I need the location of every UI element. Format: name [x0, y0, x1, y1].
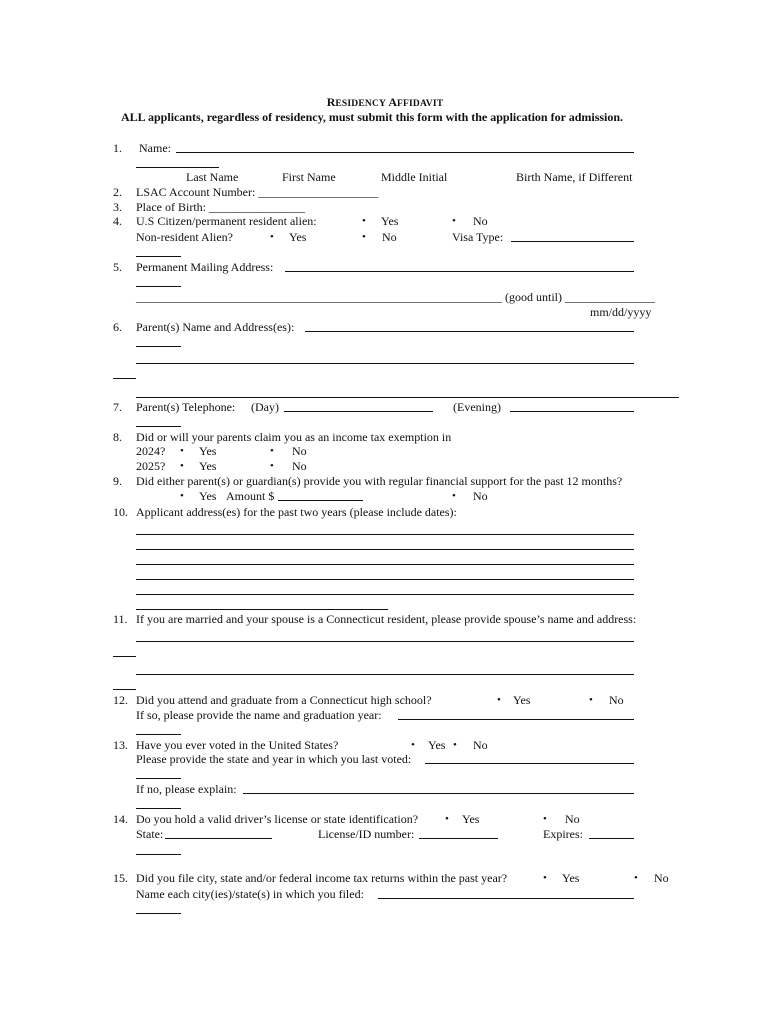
q9-label: Did either parent(s) or guardian(s) provide you with regular financial support for the past 12 months?	[136, 474, 623, 488]
title-initial-r: R	[326, 95, 336, 109]
exemption-2025-no-label: No	[292, 459, 307, 473]
q8-label: Did or will your parents claim you as an income tax exemption in	[136, 430, 452, 444]
tax-cities-field[interactable]	[378, 898, 634, 899]
q6-label: Parent(s) Name and Address(es):	[136, 320, 295, 334]
place-of-birth-field[interactable]: Place of Birth: ________________	[136, 200, 305, 214]
evening-label: (Evening)	[453, 400, 501, 414]
exemption-2024-yes-bullet[interactable]: •	[180, 445, 184, 457]
support-yes-label: Yes	[199, 489, 217, 503]
voted-state-year-field-continued[interactable]	[136, 778, 181, 779]
q15-label: Did you file city, state and/or federal income tax returns within the past year?	[136, 871, 508, 885]
license-no-bullet[interactable]: •	[543, 813, 547, 825]
citizen-yes-bullet[interactable]: •	[362, 215, 366, 227]
name-field[interactable]	[176, 152, 634, 153]
expires-label: Expires:	[543, 827, 583, 841]
q12-number: 12.	[113, 693, 128, 707]
q5-number: 5.	[113, 260, 122, 274]
spouse-field-1[interactable]	[136, 641, 634, 642]
tax-return-yes-bullet[interactable]: •	[543, 872, 547, 884]
license-number-label: License/ID number:	[318, 827, 415, 841]
q14-number: 14.	[113, 812, 128, 826]
license-no-label: No	[565, 812, 580, 826]
title-initial-a: A	[388, 95, 397, 109]
license-number-field[interactable]	[419, 838, 498, 839]
parent-address-field-1-continued[interactable]	[136, 346, 181, 347]
q15-number: 15.	[113, 871, 128, 885]
title-part-2: FFIDAVIT	[396, 99, 444, 109]
citizen-no-label: No	[473, 214, 488, 228]
non-resident-yes-bullet[interactable]: •	[270, 231, 274, 243]
vote-explain-field-continued[interactable]	[136, 808, 181, 809]
q14-label: Do you hold a valid driver’s license or state identification?	[136, 812, 419, 826]
q9-number: 9.	[113, 474, 122, 488]
non-resident-yes-label: Yes	[289, 230, 307, 244]
license-yes-bullet[interactable]: •	[445, 813, 449, 825]
caption-birth-name: Birth Name, if Different	[516, 170, 633, 184]
evening-phone-field[interactable]	[510, 411, 634, 412]
visa-type-label: Visa Type:	[452, 230, 504, 244]
address-history-field-2[interactable]	[136, 549, 634, 550]
form-subtitle: ALL applicants, regardless of residency, must submit this form with the application for admission.	[121, 110, 624, 124]
parent-address-field-1[interactable]	[305, 331, 634, 332]
q4-number: 4.	[113, 214, 122, 228]
tax-return-yes-label: Yes	[562, 871, 580, 885]
q1-label: Name:	[139, 141, 171, 155]
q7-number: 7.	[113, 400, 122, 414]
voted-yes-bullet[interactable]: •	[411, 739, 415, 751]
spouse-field-2[interactable]	[136, 674, 634, 675]
parent-address-field-2[interactable]	[136, 363, 634, 364]
address-history-field-5[interactable]	[136, 594, 634, 595]
year-2025-label: 2025?	[136, 459, 166, 473]
q8-number: 8.	[113, 430, 122, 444]
high-school-field-continued[interactable]	[136, 734, 181, 735]
q3-number: 3.	[113, 200, 122, 214]
license-yes-label: Yes	[462, 812, 480, 826]
address-history-field-3[interactable]	[136, 564, 634, 565]
tax-return-no-bullet[interactable]: •	[634, 872, 638, 884]
non-resident-no-label: No	[382, 230, 397, 244]
citizen-yes-label: Yes	[381, 214, 399, 228]
parent-address-field-3[interactable]	[136, 397, 679, 398]
spouse-field-1-continued[interactable]	[113, 656, 136, 657]
q2-number: 2.	[113, 185, 122, 199]
license-state-field[interactable]	[165, 838, 272, 839]
day-label: (Day)	[251, 400, 279, 414]
voted-yes-label: Yes	[428, 738, 446, 752]
address-history-field-1[interactable]	[136, 534, 634, 535]
q10-label: Applicant address(es) for the past two years (please include dates):	[136, 505, 457, 519]
q12-label: Did you attend and graduate from a Connecticut high school?	[136, 693, 432, 707]
non-resident-no-bullet[interactable]: •	[362, 231, 366, 243]
q12-followup-label: If so, please provide the name and graduation year:	[136, 708, 382, 722]
visa-type-field-continued[interactable]	[136, 256, 181, 257]
name-field-continued[interactable]	[136, 167, 219, 168]
support-no-bullet[interactable]: •	[452, 490, 456, 502]
amount-field[interactable]	[278, 500, 363, 501]
non-resident-label: Non-resident Alien?	[136, 230, 233, 244]
voted-no-label: No	[473, 738, 488, 752]
tax-cities-field-continued[interactable]	[136, 913, 181, 914]
evening-phone-field-continued[interactable]	[136, 426, 181, 427]
exemption-2025-no-bullet[interactable]: •	[270, 460, 274, 472]
ct-high-school-yes-bullet[interactable]: •	[497, 694, 501, 706]
q1-number: 1.	[113, 141, 122, 155]
exemption-2024-yes-label: Yes	[199, 444, 217, 458]
parent-address-field-2-continued[interactable]	[113, 378, 136, 379]
day-phone-field[interactable]	[284, 411, 433, 412]
exemption-2024-no-bullet[interactable]: •	[270, 445, 274, 457]
lsac-account-field[interactable]: LSAC Account Number: ____________________	[136, 185, 379, 199]
high-school-field[interactable]	[398, 719, 634, 720]
citizen-no-bullet[interactable]: •	[452, 215, 456, 227]
voted-no-bullet[interactable]: •	[453, 739, 457, 751]
q13-followup-label: Please provide the state and year in which you last voted:	[136, 752, 412, 766]
vote-explain-field[interactable]	[243, 793, 634, 794]
q6-number: 6.	[113, 320, 122, 334]
q11-label: If you are married and your spouse is a Connecticut resident, please provide spouse’s name and address:	[136, 612, 637, 626]
date-format-hint: mm/dd/yyyy	[590, 305, 652, 319]
q4-label: U.S Citizen/permanent resident alien:	[136, 214, 317, 228]
license-expires-field[interactable]	[589, 838, 634, 839]
ct-high-school-no-bullet[interactable]: •	[589, 694, 593, 706]
caption-middle-initial: Middle Initial	[381, 170, 448, 184]
q5-label: Permanent Mailing Address:	[136, 260, 274, 274]
ct-high-school-no-label: No	[609, 693, 624, 707]
state-label: State:	[136, 827, 164, 841]
q13-number: 13.	[113, 738, 128, 752]
address-history-field-4[interactable]	[136, 579, 634, 580]
q13-label: Have you ever voted in the United States?	[136, 738, 339, 752]
q11-number: 11.	[113, 612, 128, 626]
visa-type-field[interactable]	[511, 241, 634, 242]
q15-followup-label: Name each city(ies)/state(s) in which you filed:	[136, 887, 364, 901]
support-yes-bullet[interactable]: •	[180, 490, 184, 502]
caption-last-name: Last Name	[186, 170, 239, 184]
mailing-address-field[interactable]	[285, 271, 634, 272]
license-expires-field-continued[interactable]	[136, 854, 181, 855]
form-title	[0, 95, 770, 110]
address-history-field-6[interactable]	[136, 609, 388, 610]
caption-first-name: First Name	[282, 170, 336, 184]
spouse-field-2-continued[interactable]	[113, 689, 136, 690]
support-no-label: No	[473, 489, 488, 503]
exemption-2024-no-label: No	[292, 444, 307, 458]
ct-high-school-yes-label: Yes	[513, 693, 531, 707]
good-until-line[interactable]: _____________________________________________________________ (good until) _______________	[136, 290, 655, 304]
tax-return-no-label: No	[654, 871, 669, 885]
q13-explain-label: If no, please explain:	[136, 782, 237, 796]
year-2024-label: 2024?	[136, 444, 166, 458]
exemption-2025-yes-bullet[interactable]: •	[180, 460, 184, 472]
title-part-1: ESIDENCY	[335, 99, 389, 109]
voted-state-year-field[interactable]	[425, 763, 634, 764]
exemption-2025-yes-label: Yes	[199, 459, 217, 473]
amount-label: Amount $	[226, 489, 275, 503]
mailing-address-field-continued[interactable]	[136, 286, 181, 287]
q7-label: Parent(s) Telephone:	[136, 400, 236, 414]
q10-number: 10.	[113, 505, 128, 519]
